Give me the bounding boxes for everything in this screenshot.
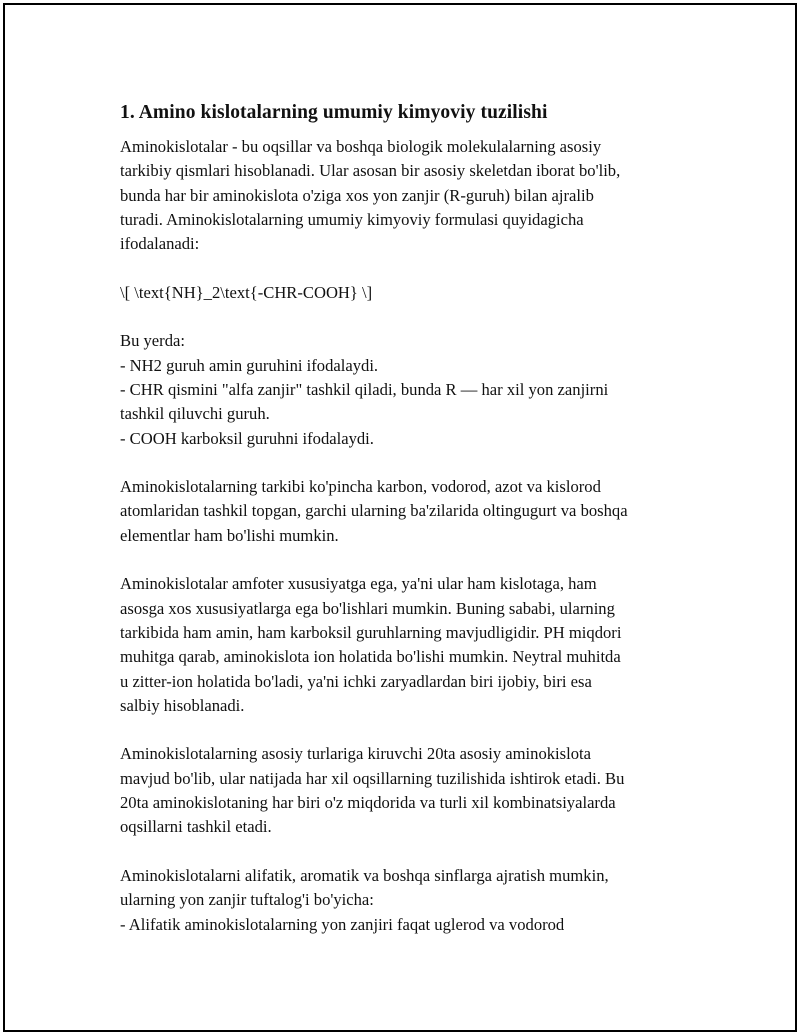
text-line: atomlaridan tashkil topgan, garchi ularning ba'zilarida oltingugurt va boshqa [120,501,628,521]
text-line: \[ \text{NH}_2\text{-CHR-COOH} \] [120,282,373,302]
section-heading: 1. Amino kislotalarning umumiy kimyoviy tuzilishi [120,102,548,123]
document-content [120,100,695,961]
text-line: turadi. Aminokislotalarning umumiy kimyoviy formulasi quyidagicha [120,209,584,229]
text-line: ularning yon zanjir tuftalog'i bo'yicha: [120,890,374,910]
text-line: Bu yerda: [120,331,185,351]
text-line: Aminokislotalar amfoter xususiyatga ega, ya'ni ular ham kislotaga, ham [120,574,597,594]
text-line: muhitga qarab, aminokislota ion holatida bo'lishi mumkin. Neytral muhitda [120,647,621,667]
paragraph [120,329,695,450]
text-line: 20ta aminokislotaning har biri o'z miqdorida va turli xil kombinatsiyalarda [120,793,616,813]
text-line: elementlar ham bo'lishi mumkin. [120,525,339,545]
paragraph [120,864,695,937]
text-line: tashkil qiluvchi guruh. [120,404,270,424]
text-line: tarkibida ham amin, ham karboksil guruhlarning mavjudligidir. PH miqdori [120,622,622,642]
text-line: mavjud bo'lib, ular natijada har xil oqsillarning tuzilishida ishtirok etadi. Bu [120,768,625,788]
text-line: - COOH karboksil guruhni ifodalaydi. [120,428,374,448]
text-line: - Alifatik aminokislotalarning yon zanjiri faqat uglerod va vodorod [120,914,565,934]
text-line: Aminokislotalar - bu oqsillar va boshqa biologik molekulalarning asosiy [120,137,602,156]
text-line: Aminokislotalarni alifatik, aromatik va boshqa sinflarga ajratish mumkin, [120,865,609,885]
text-line: asosga xos xususiyatlarga ega bo'lishlari mumkin. Buning sababi, ularning [120,598,615,618]
text-line: - NH2 guruh amin guruhini ifodalaydi. [120,355,379,375]
page-frame [3,3,797,1032]
text-line: ifodalanadi: [120,234,200,254]
text-line: salbiy hisoblanadi. [120,695,245,715]
text-line: u zitter-ion holatida bo'ladi, ya'ni ichki zaryadlardan biri ijobiy, biri esa [120,671,592,691]
text-line: tarkibiy qismlari hisoblanadi. Ular asosan bir asosiy skeletdan iborat bo'lib, [120,161,621,181]
text-line: - CHR qismini "alfa zanjir" tashkil qiladi, bunda R — har xil yon zanjirni [120,379,609,399]
paragraph-list [120,135,695,937]
paragraph [120,475,695,548]
text-line: oqsillarni tashkil etadi. [120,817,272,837]
text-line: bunda har bir aminokislota o'ziga xos yon zanjir (R-guruh) bilan ajralib [120,185,594,205]
text-line: Aminokislotalarning asosiy turlariga kiruvchi 20ta asosiy aminokislota [120,744,592,764]
paragraph [120,572,695,718]
paragraph [120,742,695,839]
text-line: Aminokislotalarning tarkibi ko'pincha karbon, vodorod, azot va kislorod [120,477,601,497]
paragraph [120,135,695,256]
paragraph [120,281,695,305]
